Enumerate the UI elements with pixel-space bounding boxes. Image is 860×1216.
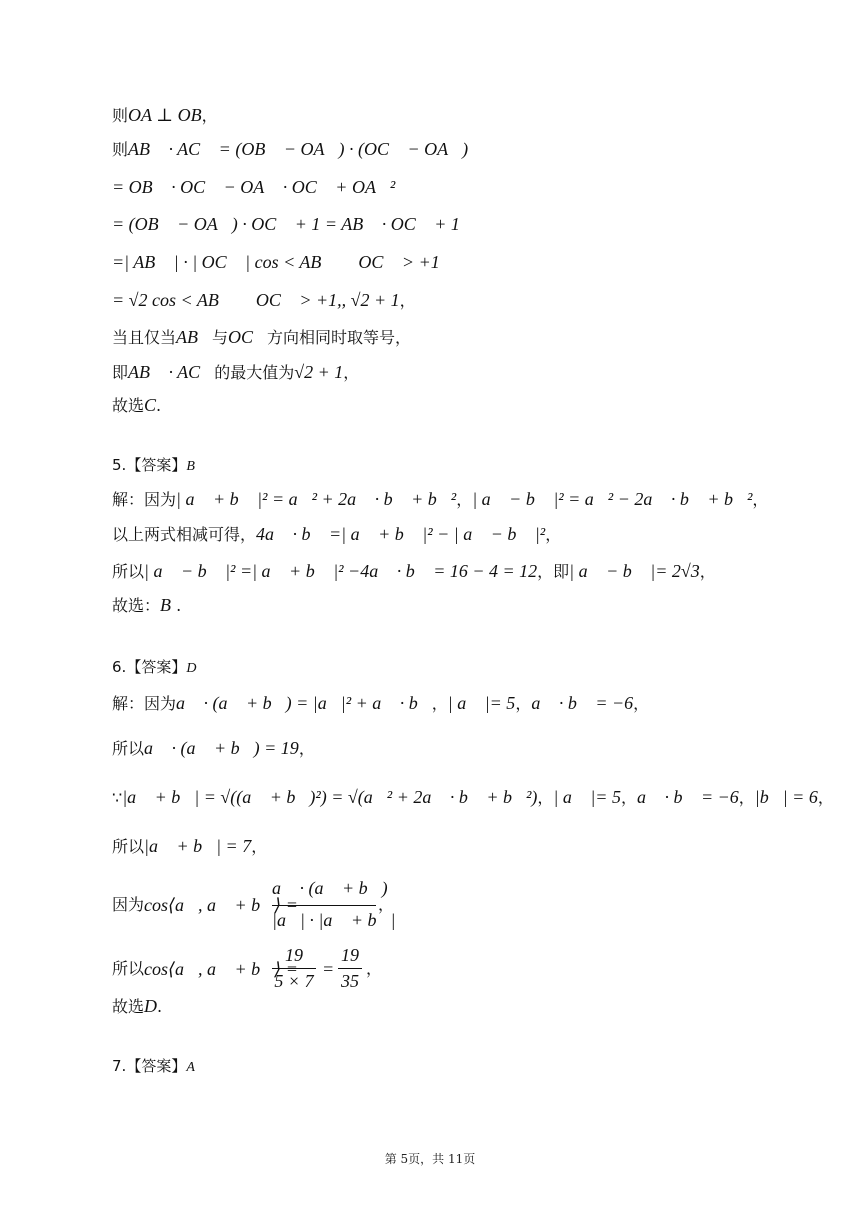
text: 解：因为 xyxy=(112,694,177,713)
math: cos⟨a⃗, a⃗ + b⃗⟩ = xyxy=(144,895,298,915)
math: OC⃗ xyxy=(228,327,268,347)
text: 与 xyxy=(212,328,229,347)
text: ， xyxy=(201,106,218,125)
math: a⃗ · (a⃗ + b⃗) = |a⃗|² + a⃗ · b⃗ xyxy=(176,693,432,713)
q4-line-9 xyxy=(112,395,161,416)
text: ， xyxy=(251,837,268,856)
answer-value: B xyxy=(186,459,195,474)
question-number: 6. xyxy=(112,658,127,676)
text: 所以 xyxy=(112,959,145,978)
text: ， xyxy=(620,788,637,807)
math: =| AB⃗ | · | OC⃗ | cos < AB⃗ ， OC⃗ > +1 xyxy=(112,252,440,272)
math: B xyxy=(160,595,172,615)
q4-line-1 xyxy=(112,105,218,126)
q4-line-6 xyxy=(112,290,416,311)
math: AB⃗ · AC⃗ = (OB⃗ − OA⃗) · (OC⃗ − OA⃗) xyxy=(128,139,469,159)
text: 故选 xyxy=(112,396,145,415)
q4-line-5 xyxy=(112,252,440,273)
text: ， xyxy=(343,363,360,382)
text: ， xyxy=(399,291,416,310)
text: 因为 xyxy=(112,895,145,914)
fraction-bar xyxy=(338,968,362,969)
q6-line-3 xyxy=(112,787,834,808)
fraction-denominator: 5 × 7 xyxy=(274,971,314,991)
text: 则 xyxy=(112,140,129,159)
text: . xyxy=(157,997,163,1016)
math: cos⟨a⃗, a⃗ + b⃗⟩ = xyxy=(144,959,298,979)
text: ， xyxy=(545,525,562,544)
text: 以上两式相减可得， xyxy=(112,525,257,544)
math: = OB⃗ · OC⃗ − OA⃗ · OC⃗ + OA⃗² xyxy=(112,177,396,197)
answer-label: 【答案】 xyxy=(126,658,187,676)
text: ， xyxy=(515,694,532,713)
q7-heading xyxy=(112,1056,195,1078)
text: ， xyxy=(633,694,650,713)
math: | a⃗ − b⃗ |² =| a⃗ + b⃗ |² −4a⃗ · b⃗ = 16 − 4 = 12 xyxy=(144,561,538,581)
text: . xyxy=(171,596,182,615)
text: ， xyxy=(431,694,448,713)
math: | a⃗ |= 5 xyxy=(553,787,621,807)
q4-line-8 xyxy=(112,362,359,383)
math: = √2 cos < AB⃗ ， OC⃗ > +1,, √2 + 1 xyxy=(112,290,400,310)
q6-line-7 xyxy=(112,996,162,1017)
q5-line-2 xyxy=(112,524,561,545)
q4-line-3 xyxy=(112,177,395,198)
q6-line-2 xyxy=(112,738,315,759)
math: AB⃗ · AC⃗ xyxy=(128,362,215,382)
math: OA ⊥ OB xyxy=(128,105,202,125)
page-footer: 第 5页，共 11页 xyxy=(384,1152,476,1166)
text: ， xyxy=(537,788,554,807)
text: 解：因为 xyxy=(112,490,177,509)
text: ， xyxy=(456,490,473,509)
text: 所以 xyxy=(112,837,145,856)
fraction-bar xyxy=(272,968,316,969)
math: a⃗ · (a⃗ + b⃗) = 19 xyxy=(144,738,299,758)
text: ， xyxy=(752,490,769,509)
math: a⃗ · b⃗ = −6 xyxy=(636,787,739,807)
text: 即 xyxy=(112,363,129,382)
q5-line-1 xyxy=(112,489,768,510)
math: 4a⃗ · b⃗ =| a⃗ + b⃗ |² − | a⃗ − b⃗ |² xyxy=(256,524,546,544)
math: D xyxy=(144,996,158,1016)
answer-label: 【答案】 xyxy=(126,1057,187,1075)
text: 故选 xyxy=(112,997,145,1016)
math: a⃗ · b⃗ = −6 xyxy=(531,693,634,713)
fraction-bar xyxy=(272,905,376,906)
math: |b⃗| = 6 xyxy=(754,787,818,807)
fraction-numerator: 19 xyxy=(341,945,359,965)
question-number: 7. xyxy=(112,1057,127,1075)
text: ， xyxy=(378,895,395,914)
text: 故选： xyxy=(112,596,161,615)
text: ∵ xyxy=(112,788,123,807)
answer-value: A xyxy=(186,1060,195,1075)
q4-line-7 xyxy=(112,327,411,348)
text: . xyxy=(156,396,162,415)
text: ， xyxy=(738,788,755,807)
text: ， xyxy=(817,788,834,807)
q5-heading xyxy=(112,455,195,477)
q4-line-2 xyxy=(112,139,468,160)
text: ， xyxy=(699,562,716,581)
text: 则 xyxy=(112,106,129,125)
math: |a⃗ + b⃗| = 7 xyxy=(144,836,252,856)
text: 方向相同时取等号， xyxy=(267,328,412,347)
text: ，即 xyxy=(537,562,570,581)
fraction-denominator: 35 xyxy=(341,971,359,991)
q4-line-4 xyxy=(112,214,460,235)
math: | a⃗ + b⃗ |² = a⃗² + 2a⃗ · b⃗ + b⃗² xyxy=(176,489,457,509)
q5-line-3 xyxy=(112,561,716,582)
text: 的最大值为 xyxy=(214,363,295,382)
text: 所以 xyxy=(112,739,145,758)
fraction-denominator: |a⃗| · |a⃗ + b⃗| xyxy=(272,910,396,930)
text: 所以 xyxy=(112,562,145,581)
math: AB⃗ xyxy=(176,327,213,347)
q6-line-1 xyxy=(112,693,649,714)
answer-label: 【答案】 xyxy=(126,456,187,474)
q6-line-4 xyxy=(112,836,267,857)
math: C xyxy=(144,395,157,415)
fraction-numerator: a⃗ · (a⃗ + b⃗) xyxy=(272,878,388,898)
math: | a⃗ |= 5 xyxy=(447,693,516,713)
fraction-numerator: 19 xyxy=(285,945,303,965)
math: | a⃗ − b⃗ |= 2√3 xyxy=(569,561,700,581)
answer-value: D xyxy=(186,661,197,676)
math: √2 + 1 xyxy=(294,362,344,382)
text: ， xyxy=(298,739,315,758)
q5-line-4 xyxy=(112,595,181,616)
question-number: 5. xyxy=(112,456,127,474)
math: |a⃗ + b⃗| = √((a⃗ + b⃗)²) = √(a⃗² + 2a⃗ · b⃗ + b⃗²) xyxy=(122,787,538,807)
math: = (OB⃗ − OA⃗) · OC⃗ + 1 = AB⃗ · OC⃗ + 1 xyxy=(112,214,460,234)
math: | a⃗ − b⃗ |² = a⃗² − 2a⃗ · b⃗ + b⃗² xyxy=(472,489,753,509)
math: = xyxy=(322,959,335,979)
text: ， xyxy=(366,959,383,978)
text: 当且仅当 xyxy=(112,328,177,347)
q6-heading xyxy=(112,657,196,679)
